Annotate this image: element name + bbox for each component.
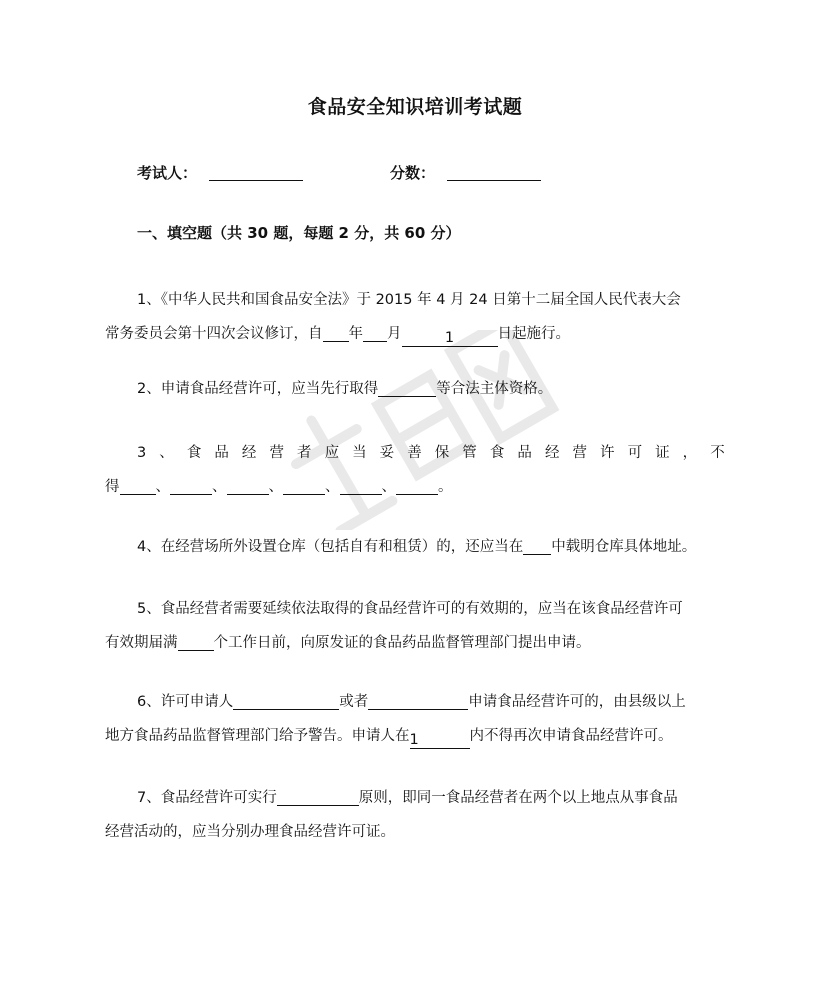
q6-line2 — [105, 719, 725, 753]
examinee-blank[interactable] — [209, 166, 303, 181]
q6-text-c: 申请食品经营许可的，由县级以上 — [468, 694, 686, 710]
q1-text-d: 日起施行。 — [497, 326, 570, 342]
q6-blank-2[interactable] — [368, 693, 468, 710]
page-title: 食品安全知识培训考试题 — [307, 96, 523, 118]
q1-text-c: 月 — [387, 326, 402, 342]
q6-blank-1[interactable] — [233, 693, 339, 710]
q3-char: 善 — [407, 445, 422, 461]
q6-blank-3[interactable]: 1 — [410, 732, 470, 749]
q7-line2: 经营活动的，应当分别办理食品经营许可证。 — [105, 824, 395, 840]
q3-sep-5: 、 — [381, 479, 396, 495]
q3-sep-3: 、 — [268, 479, 283, 495]
q4-line1 — [105, 530, 725, 564]
q4-text-a: 4、在经营场所外设置仓库（包括自有和租赁）的，还应当在 — [137, 539, 524, 555]
score-blank[interactable] — [447, 166, 541, 181]
q5-line1: 5、食品经营者需要延续依法取得的食品经营许可的有效期的，应当在该食品经营许可 — [137, 601, 683, 617]
question-5 — [105, 592, 725, 660]
q3-char: 证 — [655, 445, 670, 461]
q1-line1: 1、《中华人民共和国食品安全法》于 2015 年 4 月 24 日第十二届全国人民代表大会 — [137, 292, 681, 308]
q3-line2 — [105, 470, 725, 504]
q3-char: 管 — [462, 445, 477, 461]
q3-char: 品 — [214, 445, 229, 461]
q7-line1 — [105, 781, 725, 815]
question-2 — [105, 372, 725, 406]
q3-char: 经 — [241, 445, 257, 461]
q3-blank-5[interactable] — [340, 478, 382, 495]
q3-char: 经 — [544, 445, 560, 461]
q6-line1 — [105, 685, 725, 719]
q1-blank-year[interactable] — [323, 325, 349, 342]
q3-char: 者 — [297, 445, 312, 461]
q7-text-a: 7、食品经营许可实行 — [137, 790, 277, 806]
question-7 — [105, 781, 725, 849]
q5-text-b: 个工作日前，向原发证的食品药品监督管理部门提出申请。 — [213, 635, 591, 651]
q1-text-b: 年 — [348, 326, 363, 342]
q7-blank[interactable] — [277, 789, 359, 806]
q3-char: 、 — [159, 445, 174, 461]
q5-text-a: 有效期届满 — [105, 635, 178, 651]
q4-blank[interactable] — [523, 538, 551, 555]
q3-sep-2: 、 — [212, 479, 227, 495]
q2-text-b: 等合法主体资格。 — [436, 381, 553, 397]
q3-char: 妥 — [379, 445, 395, 461]
q3-char: 可 — [627, 445, 643, 461]
q3-end: 。 — [438, 479, 453, 495]
q3-char: ， — [682, 445, 698, 461]
q3-blank-6[interactable] — [396, 478, 438, 495]
q3-char: 当 — [352, 445, 367, 461]
q3-line1 — [105, 436, 725, 470]
q3-sep-4: 、 — [325, 479, 340, 495]
q6-text-a: 6、许可申请人 — [137, 694, 234, 710]
q3-char: 3 — [137, 445, 147, 461]
question-6 — [105, 685, 725, 753]
examinee-field — [137, 162, 303, 183]
q5-line2 — [105, 626, 725, 660]
question-3 — [105, 436, 725, 504]
q3-text-start: 得 — [105, 479, 120, 495]
q3-blank-4[interactable] — [283, 478, 325, 495]
question-4 — [105, 530, 725, 564]
section-heading: 一、填空题（共 30 题，每题 2 分，共 60 分） — [137, 224, 461, 242]
q3-blank-2[interactable] — [170, 478, 212, 495]
q2-blank[interactable] — [378, 380, 436, 397]
question-1 — [105, 283, 725, 351]
q3-char: 不 — [710, 445, 725, 461]
q1-blank-day[interactable]: 1 — [402, 330, 498, 347]
q3-char: 品 — [517, 445, 532, 461]
q3-char: 食 — [186, 445, 202, 461]
q3-char: 许 — [600, 445, 615, 461]
q3-blank-1[interactable] — [120, 478, 156, 495]
q3-char: 食 — [489, 445, 505, 461]
q3-sep-1: 、 — [155, 479, 170, 495]
q2-text-a: 2、申请食品经营许可，应当先行取得 — [137, 381, 379, 397]
score-label: 分数： — [390, 164, 436, 182]
q3-char: 营 — [572, 445, 587, 461]
q1-text-a: 常务委员会第十四次会议修订，自 — [105, 326, 323, 342]
q3-char: 营 — [269, 445, 284, 461]
q3-blank-3[interactable] — [227, 478, 269, 495]
q3-char: 应 — [324, 445, 340, 461]
q2-line1 — [105, 372, 725, 406]
q6-text-b: 或者 — [339, 694, 369, 710]
q4-text-b: 中载明仓库具体地址。 — [551, 539, 697, 555]
q5-blank[interactable] — [178, 634, 214, 651]
q1-line2 — [105, 317, 725, 351]
examinee-label: 考试人： — [137, 164, 198, 182]
q6-text-e: 内不得再次申请食品经营许可。 — [469, 728, 673, 744]
q6-text-d: 地方食品药品监督管理部门给予警告。申请人在 — [105, 728, 410, 744]
q1-blank-month[interactable] — [363, 325, 387, 342]
q3-char: 保 — [434, 445, 450, 461]
q7-text-b: 原则，即同一食品经营者在两个以上地点从事食品 — [358, 790, 678, 806]
score-field — [390, 162, 541, 183]
